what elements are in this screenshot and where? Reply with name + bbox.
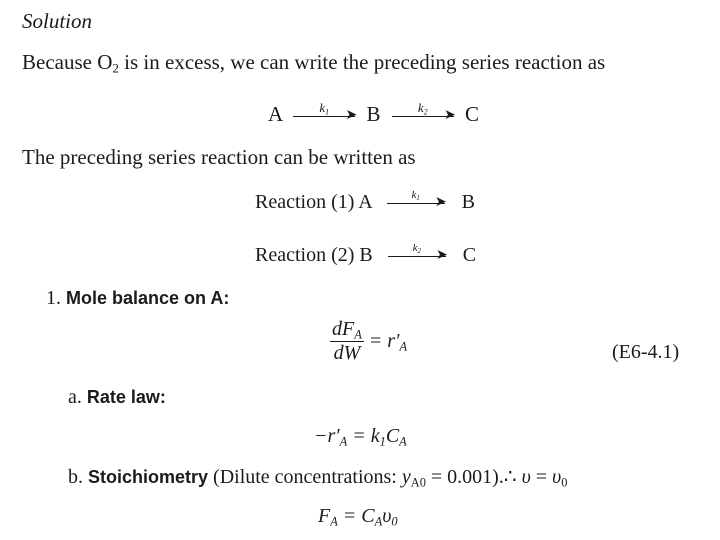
reaction-2-k: $k_2$ [412, 241, 421, 255]
reaction-2-arrow: $k_2$ ➤ [388, 256, 446, 257]
intro-text-start: Because O [22, 50, 113, 74]
reaction-1-arrow: $k_1$ ➤ [387, 203, 445, 204]
mole-balance-rhs: = $r'_A$ [363, 330, 408, 354]
rate-law-equation: $-r'_A = k_1C_A$ [314, 425, 407, 449]
mole-balance-equation [330, 318, 407, 365]
derivative-fraction [330, 318, 364, 365]
reaction-1-product: B [461, 191, 475, 213]
species-c: C [465, 102, 480, 126]
step-b-heading: b. Stoichiometry (Dilute concentrations: $y_{A0}$ = 0.001).∴ $\upsilon = \upsilon_0$ [68, 466, 568, 490]
fraction-numerator: $dF_A$ [332, 318, 362, 342]
reaction-1-k: $k_1$ [411, 188, 420, 202]
step-a-number: a. [68, 386, 82, 408]
y-variable: y [401, 466, 411, 488]
species-a: A [268, 102, 283, 126]
reaction-2-label: Reaction (2) B [255, 244, 373, 266]
step-b-title: Stoichiometry [88, 467, 209, 487]
rate-constant-k2: $k_2$ [417, 99, 428, 116]
intro-sentence [22, 50, 605, 75]
step-b-number: b. [68, 466, 83, 488]
rate-constant-k1: $k_1$ [319, 99, 330, 116]
step-b-text: (Dilute concentrations: [208, 466, 402, 488]
y-subscript: A0 [410, 475, 426, 490]
series-sentence: The preceding series reaction can be written as [22, 145, 416, 169]
equation-tag: (E6-4.1) [612, 341, 680, 363]
series-reaction [268, 99, 480, 127]
reaction-2 [255, 241, 477, 267]
reaction-1 [255, 188, 475, 214]
v-variable: υ [521, 466, 531, 488]
species-b: B [366, 102, 381, 126]
step-1-title: Mole balance on A: [66, 288, 230, 308]
molar-flow-equation: $F_A = C_A\upsilon_0$ [318, 505, 398, 529]
o2-subscript: 2 [112, 60, 119, 76]
arrow-k1: $k_1$ ➤ [293, 116, 355, 117]
v0-subscript: 0 [561, 475, 568, 490]
step-1-number: 1. [46, 287, 61, 309]
step-b-value: = 0.001).∴ [425, 466, 522, 488]
solution-heading: Solution [22, 9, 93, 33]
step-a-title: Rate law: [86, 387, 166, 407]
reaction-2-product: C [462, 244, 477, 266]
reaction-1-label: Reaction (1) A [255, 191, 372, 213]
v0-variable: υ [552, 466, 562, 488]
step-1-heading [46, 287, 229, 310]
fraction-denominator: dW [333, 342, 361, 364]
step-a-heading [68, 386, 166, 409]
arrow-k2: $k_2$ ➤ [392, 116, 454, 117]
intro-text-end: is in excess, we can write the preceding series reaction as [118, 50, 606, 74]
